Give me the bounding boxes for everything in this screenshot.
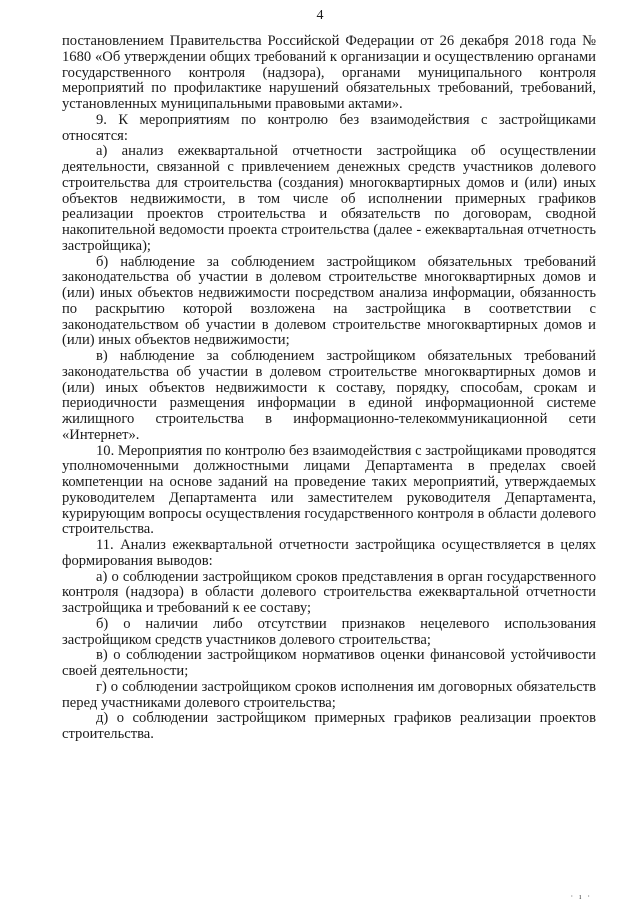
paragraph-item-11b: б) о наличии либо отсутствии признаков нецелевого использования застройщиком средств участников долевого строительства; (62, 615, 596, 648)
paragraph-item-11: 11. Анализ ежеквартальной отчетности застройщика осуществляется в целях формирования выводов: (62, 537, 596, 569)
paragraph-item-11g: г) о соблюдении застройщиком сроков исполнения им договорных обязательств перед участниками долевого строительства; (62, 678, 596, 711)
paragraph-item-9a: а) анализ ежеквартальной отчетности застройщика об осуществлении деятельности, связанной с привлечением денежных средств участников долевого строительства для строительства (создания) многоквартирных домов и (или) иных объектов недвижимости, в том числе об исполнении примерных графиков реализации проектов строительства и обязательств по договорам, сводной накопительной ведомости проекта строительства (далее - ежеквартальная отчетность застройщика); (62, 143, 596, 254)
scan-corner-mark: · ı · (570, 892, 592, 901)
paragraph-item-11a: а) о соблюдении застройщиком сроков представления в орган государственного контроля (надзора) в области долевого строительства ежеквартальной отчетности застройщика и требований к ее составу; (62, 568, 596, 616)
paragraph-item-11d: д) о соблюдении застройщиком примерных графиков реализации проектов строительства. (62, 710, 596, 742)
paragraph-item-10: 10. Мероприятия по контролю без взаимодействия с застройщиками проводятся уполномоченными должностными лицами Департамента в пределах своей компетенции на основе заданий на проведение таких мероприятий, утверждаемых руководителем Департамента или заместителем руководителя Департамента, курирующим вопросы осуществления государственного контроля в области долевого строительства. (62, 442, 596, 538)
paragraph-item-9v: в) наблюдение за соблюдением застройщиком обязательных требований законодательства об участии в долевом строительстве многоквартирных домов и (или) иных объектов недвижимости к составу, порядку, способам, срокам и периодичности размещения информации в единой информационной системе жилищного строительства в информационно-телекоммуникационной сети «Интернет». (62, 348, 596, 443)
document-body (62, 34, 596, 743)
page-number: 4 (316, 8, 324, 23)
paragraph-item-9: 9. К мероприятиям по контролю без взаимодействия с застройщиками относятся: (62, 111, 596, 144)
paragraph-continuation: постановлением Правительства Российской Федерации от 26 декабря 2018 года № 1680 «Об утверждении общих требований к организации и осуществлению органами государственного контроля (надзора), органами муниципального контроля мероприятий по профилактике нарушений обязательных требований, требований, установленных муниципальными правовыми актами». (62, 33, 596, 112)
paragraph-item-9b: б) наблюдение за соблюдением застройщиком обязательных требований законодательства об участии в долевом строительстве многоквартирных домов и (или) иных объектов недвижимости посредством анализа информации, обязанность по раскрытию которой возложена на застройщика в соответствии с законодательством об участии в долевом строительстве многоквартирных домов и (или) иных объектов недвижимости; (62, 253, 596, 349)
paragraph-item-11v: в) о соблюдении застройщиком нормативов оценки финансовой устойчивости своей деятельности; (62, 647, 596, 679)
